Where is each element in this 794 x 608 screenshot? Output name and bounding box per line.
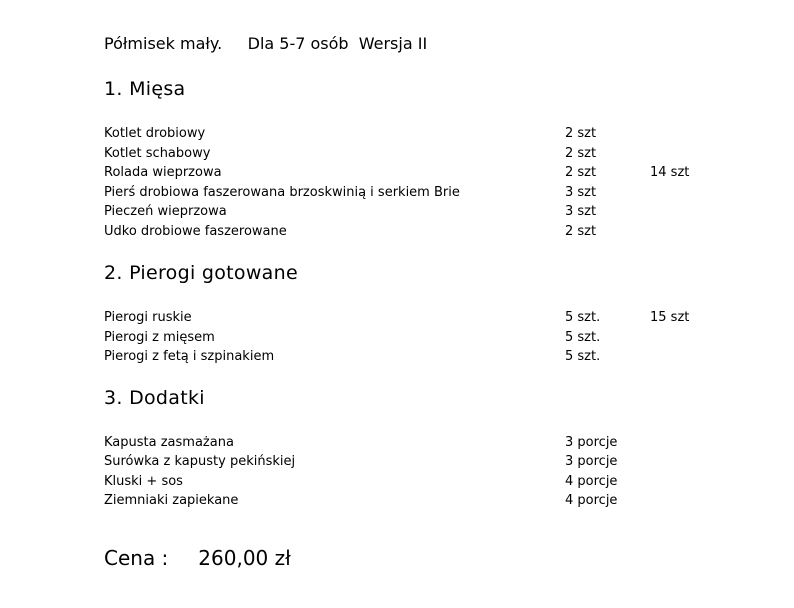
item-name: Ziemniaki zapiekane [104, 493, 239, 508]
item-name: Rolada wieprzowa [104, 165, 222, 180]
list-item [104, 454, 724, 474]
section-title-meats: 1. Mięsa [104, 78, 186, 100]
list-item [104, 224, 724, 244]
list-item [104, 126, 724, 146]
item-qty: 3 porcje [565, 454, 618, 469]
item-name: Pierogi z fetą i szpinakiem [104, 349, 275, 364]
price-label: Cena : [104, 546, 169, 570]
section-title-sides: 3. Dodatki [104, 387, 205, 409]
item-name: Pierogi z mięsem [104, 330, 215, 345]
list-item [104, 146, 724, 166]
item-qty: 2 szt [565, 146, 597, 161]
page-header [104, 34, 427, 53]
platter-title: Półmisek mały. [104, 34, 223, 53]
item-name: Pieczeń wieprzowa [104, 204, 227, 219]
item-qty: 3 szt [565, 204, 597, 219]
item-qty: 2 szt [565, 224, 597, 239]
item-name: Kotlet schabowy [104, 146, 211, 161]
item-qty: 4 porcje [565, 474, 618, 489]
list-item [104, 493, 724, 513]
item-name: Kluski + sos [104, 474, 183, 489]
section-total: 15 szt [650, 310, 690, 325]
version-label: Wersja II [358, 34, 428, 53]
list-item [104, 165, 724, 185]
item-name: Surówka z kapusty pekińskiej [104, 454, 296, 469]
item-name: Pierś drobiowa faszerowana brzoskwinią i serkiem Brie [104, 185, 460, 200]
price-line [104, 546, 291, 570]
section-total: 14 szt [650, 165, 690, 180]
item-qty: 3 porcje [565, 435, 618, 450]
section-title-pierogi: 2. Pierogi gotowane [104, 262, 298, 284]
item-name: Pierogi ruskie [104, 310, 192, 325]
list-item [104, 310, 724, 330]
list-item [104, 435, 724, 455]
item-qty: 2 szt [565, 165, 597, 180]
item-name: Udko drobiowe faszerowane [104, 224, 287, 239]
list-item [104, 349, 724, 369]
item-qty: 2 szt [565, 126, 597, 141]
item-qty: 5 szt. [565, 349, 601, 364]
item-qty: 4 porcje [565, 493, 618, 508]
item-qty: 3 szt [565, 185, 597, 200]
list-item [104, 185, 724, 205]
list-item [104, 330, 724, 350]
price-value: 260,00 zł [198, 546, 291, 570]
item-name: Kapusta zasmażana [104, 435, 234, 450]
item-qty: 5 szt. [565, 330, 601, 345]
persons-count: Dla 5-7 osób [247, 34, 349, 53]
item-qty: 5 szt. [565, 310, 601, 325]
item-name: Kotlet drobiowy [104, 126, 206, 141]
list-item [104, 204, 724, 224]
list-item [104, 474, 724, 494]
